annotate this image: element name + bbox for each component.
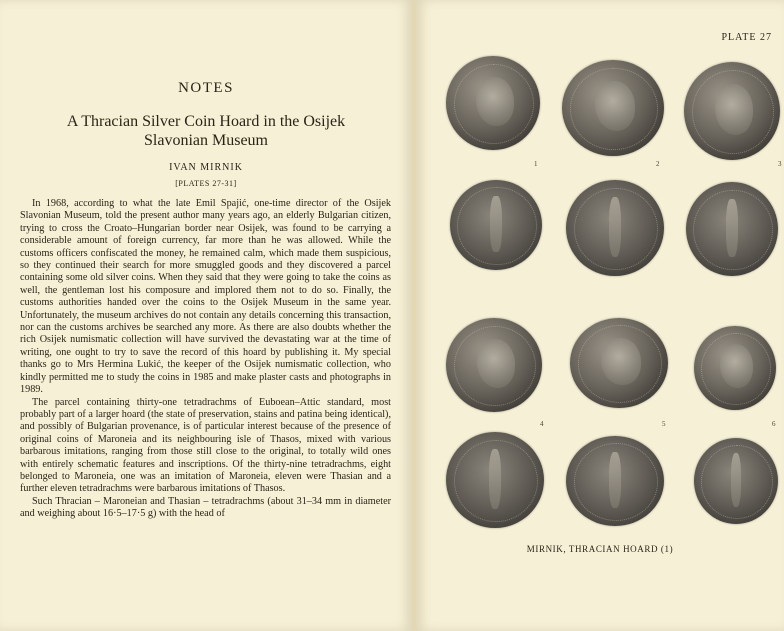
coin-number-1: 1	[534, 160, 538, 168]
coin-photo-6-reverse	[694, 438, 778, 524]
coin-photo-6-obverse	[694, 326, 776, 410]
coin-photo-5-obverse	[570, 318, 668, 408]
paragraph: The parcel containing thirty-one tetradrachms of Euboean–Attic standard, most probably part of a larger hoard (the state of preservation, stains and patina being identical), and possibly of Bulgarian provenance, is of particular interest because of the presence of original coins of Maroneia and its neighbouring isle of Thasos, mixed with various barbarous imitations, ranging from those still close to the original, to totally wild ones with entirely schematic features and inscriptions. Of the thirty-nine tetradrachms, eight belonged to Maroneia, one was an imitation of Maroneia, eleven were Thasian and a further eleven tetradrachms were barbarous imitations of Thasos.	[20, 396, 391, 495]
section-title: NOTES	[178, 80, 234, 96]
coin-number-5: 5	[662, 420, 666, 428]
author-name: IVAN MIRNIK	[169, 162, 243, 173]
article-body	[20, 198, 391, 521]
coin-photo-2-reverse	[566, 180, 664, 276]
coin-number-4: 4	[540, 420, 544, 428]
plate-heading: PLATE 27	[721, 32, 772, 43]
coin-number-2: 2	[656, 160, 660, 168]
coin-number-3: 3	[778, 160, 782, 168]
paragraph: Such Thracian – Maroneian and Thasian – tetradrachms (about 31–34 mm in diameter and weighing about 16·5–17·5 g) with the head of	[20, 495, 391, 520]
coin-photo-2-obverse	[562, 60, 664, 156]
coin-photo-4-reverse	[446, 432, 544, 528]
coin-photo-1-reverse	[450, 180, 542, 270]
coin-photo-4-obverse	[446, 318, 542, 412]
coin-photo-1-obverse	[446, 56, 540, 150]
coin-photo-5-reverse	[566, 436, 664, 526]
coin-photo-3-obverse	[684, 62, 780, 160]
coin-photo-3-reverse	[686, 182, 778, 276]
plates-reference: [PLATES 27-31]	[175, 179, 237, 188]
plate-caption: MIRNIK, THRACIAN HOARD (1)	[526, 544, 674, 554]
coin-number-6: 6	[772, 420, 776, 428]
paragraph: In 1968, according to what the late Emil Spajić, one-time director of the Osijek Slavonian Museum, told the present author many years ago, an elderly Bulgarian citizen, trying to cross the Croato–Hungarian border near Osijek, was found to be carrying a considerable amount of foreign currency, far more than he was allowed. While the customs officers confiscated the money, he remained calm, which made them suspicious, so they continued their search for more smuggled goods and they discovered a parcel containing some old silver coins. When they said that they were going to take the coins as well, the gentleman lost his composure and implored them not to do so. Finally, the customs authorities handed over the coins to the Osijek Museum in the same year. Unfortunately, the museum archives do not contain any details concerning this transaction, nor can the customs archives be searched any more. As there are also doubts whether the rich Osijek numismatic collection will have survived the devastating war at the time of writing, one ought to try to save the record of this hoard by publishing it. My special thanks go to Mrs Hermina Lukić, the keeper of the Osijek numismatic collection, who kindly permitted me to study the coins in 1985 and make plaster casts and photographs in 1989.	[20, 198, 391, 396]
article-title: A Thracian Silver Coin Hoard in the Osijek Slavonian Museum	[66, 113, 346, 149]
